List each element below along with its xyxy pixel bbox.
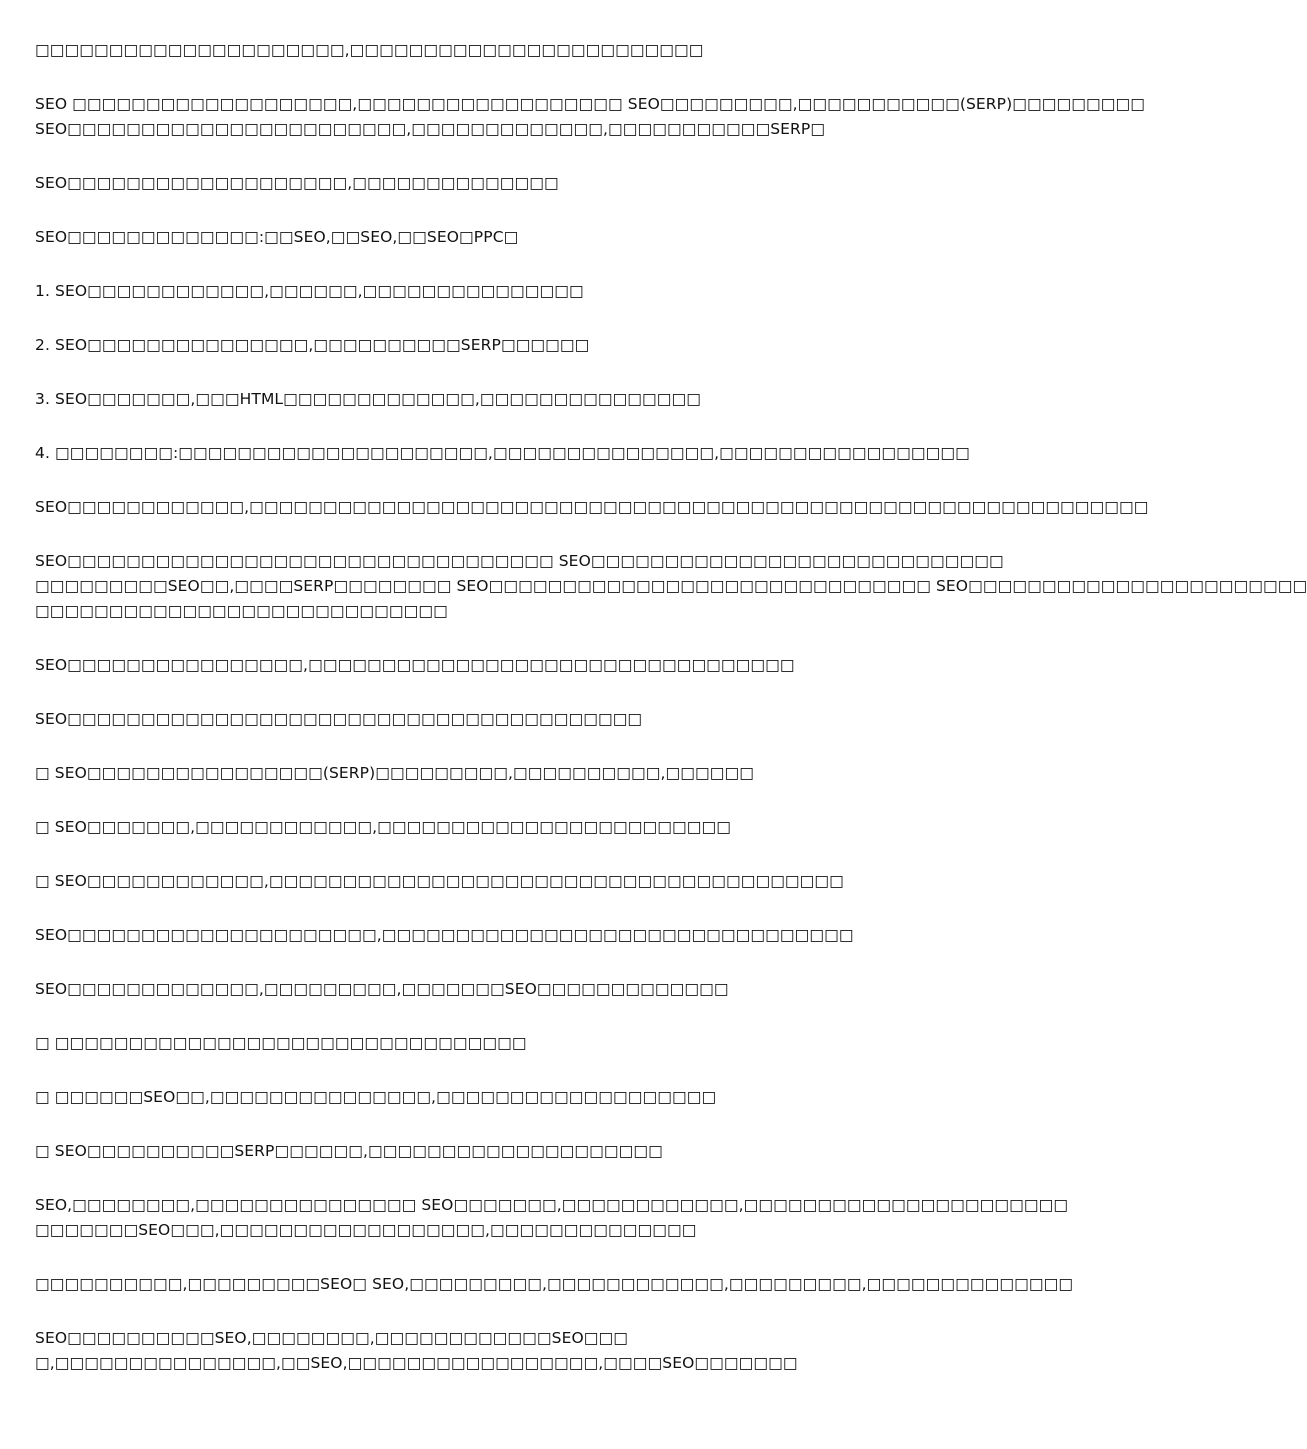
bullet-item-6	[35, 1139, 990, 1164]
paragraph-line: □□□□□□□□□□□□□□□□□□□□□□□□□□□□	[35, 602, 448, 620]
paragraph-line: □ SEO□□□□□□□□□□□□□□□□(SERP)□□□□□□□□□,□□□□□□□□□□,□□□□□□	[35, 764, 754, 782]
paragraph-line: □□□□□□□□□□,□□□□□□□□□SEO□ SEO,□□□□□□□□□,□□□□□□□□□□□□,□□□□□□□□□,□□□□□□□□□□□□□□	[35, 1275, 1074, 1293]
paragraph-line: SEO□□□□□□□□□□SEO,□□□□□□□□,□□□□□□□□□□□□SEO□□□	[35, 1329, 629, 1347]
paragraph-line: SEO□□□□□□□□□□□□□□□□□□□,□□□□□□□□□□□□□□	[35, 174, 559, 192]
paragraph-line: □ SEO□□□□□□□□□□□□,□□□□□□□□□□□□□□□□□□□□□□□□□□□□□□□□□□□□□□□	[35, 872, 844, 890]
paragraph-line: □ □□□□□□SEO□□,□□□□□□□□□□□□□□□,□□□□□□□□□□□□□□□□□□□	[35, 1088, 717, 1106]
paragraph-21	[35, 1193, 1069, 1243]
paragraph-line: SEO,□□□□□□□□,□□□□□□□□□□□□□□□ SEO□□□□□□□,□□□□□□□□□□□□,□□□□□□□□□□□□□□□□□□□□□□	[35, 1196, 1069, 1214]
bullet-item-2	[35, 815, 990, 840]
paragraph-line: 3. SEO□□□□□□□,□□□HTML□□□□□□□□□□□□□,□□□□□□□□□□□□□□□	[35, 390, 702, 408]
paragraph-1	[35, 38, 990, 63]
list-item-3	[35, 387, 990, 412]
paragraph-line: □□□□□□□□□SEO□□,□□□□SERP□□□□□□□□ SEO□□□□□□□□□□□□□□□□□□□□□□□□□□□□□□ SEO□□□□□□□□□□□□□□□□□□□□□□□	[35, 577, 1307, 595]
paragraph-9	[35, 495, 1149, 520]
paragraph-line: □ SEO□□□□□□□,□□□□□□□□□□□□,□□□□□□□□□□□□□□□□□□□□□□□□	[35, 818, 731, 836]
paragraph-3	[35, 171, 990, 196]
paragraph-line: □,□□□□□□□□□□□□□□□,□□SEO,□□□□□□□□□□□□□□□□□,□□□□SEO□□□□□□□	[35, 1354, 798, 1372]
paragraph-23	[35, 1326, 990, 1376]
paragraph-line: SEO□□□□□□□□□□□□,□□□□□□□□□□□□□□□□□□□□□□□□□□□□□□□□□□□□□□□□□□□□□□□□□□□□□□□□□□□□□	[35, 498, 1149, 516]
paragraph-line: SEO□□□□□□□□□□□□□□□□□□□□□□□□□□□□□□□□□ SEO□□□□□□□□□□□□□□□□□□□□□□□□□□□□	[35, 552, 1004, 570]
bullet-item-4	[35, 1031, 990, 1056]
bullet-item-5	[35, 1085, 990, 1110]
paragraph-4	[35, 225, 990, 250]
paragraph-line: □□□□□□□□□□□□□□□□□□□□□,□□□□□□□□□□□□□□□□□□□□□□□□	[35, 41, 704, 59]
list-item-4	[35, 441, 990, 466]
paragraph-line: 4. □□□□□□□□:□□□□□□□□□□□□□□□□□□□□□,□□□□□□□□□□□□□□□,□□□□□□□□□□□□□□□□□	[35, 444, 970, 462]
list-item-1	[35, 279, 990, 304]
paragraph-16	[35, 923, 990, 948]
paragraph-line: 2. SEO□□□□□□□□□□□□□□□,□□□□□□□□□□SERP□□□□□□	[35, 336, 590, 354]
paragraph-line: 1. SEO□□□□□□□□□□□□,□□□□□□,□□□□□□□□□□□□□□□	[35, 282, 584, 300]
bullet-item-3	[35, 869, 990, 894]
list-item-2	[35, 333, 990, 358]
paragraph-2	[35, 92, 1145, 142]
paragraph-line: SEO□□□□□□□□□□□□□□□□,□□□□□□□□□□□□□□□□□□□□□□□□□□□□□□□□□	[35, 656, 795, 674]
paragraph-line: □ SEO□□□□□□□□□□SERP□□□□□□,□□□□□□□□□□□□□□□□□□□□	[35, 1142, 663, 1160]
paragraph-10	[35, 549, 1307, 624]
paragraph-12	[35, 707, 990, 732]
paragraph-line: SEO□□□□□□□□□□□□□,□□□□□□□□□,□□□□□□□SEO□□□□□□□□□□□□□	[35, 980, 729, 998]
paragraph-line: □□□□□□□SEO□□□,□□□□□□□□□□□□□□□□□□,□□□□□□□□□□□□□□	[35, 1221, 697, 1239]
paragraph-22	[35, 1272, 1074, 1297]
paragraph-line: □ □□□□□□□□□□□□□□□□□□□□□□□□□□□□□□□□	[35, 1034, 527, 1052]
paragraph-17	[35, 977, 990, 1002]
paragraph-line: SEO□□□□□□□□□□□□□□□□□□□□□,□□□□□□□□□□□□□□□□□□□□□□□□□□□□□□□□	[35, 926, 854, 944]
paragraph-line: SEO□□□□□□□□□□□□□:□□SEO,□□SEO,□□SEO□PPC□	[35, 228, 519, 246]
bullet-item-1	[35, 761, 990, 786]
paragraph-line: SEO □□□□□□□□□□□□□□□□□□□,□□□□□□□□□□□□□□□□□□ SEO□□□□□□□□□,□□□□□□□□□□□(SERP)□□□□□□□□□	[35, 95, 1145, 113]
paragraph-line: SEO□□□□□□□□□□□□□□□□□□□□□□□,□□□□□□□□□□□□□,□□□□□□□□□□□SERP□	[35, 120, 826, 138]
paragraph-11	[35, 653, 990, 678]
paragraph-line: SEO□□□□□□□□□□□□□□□□□□□□□□□□□□□□□□□□□□□□□□□	[35, 710, 643, 728]
